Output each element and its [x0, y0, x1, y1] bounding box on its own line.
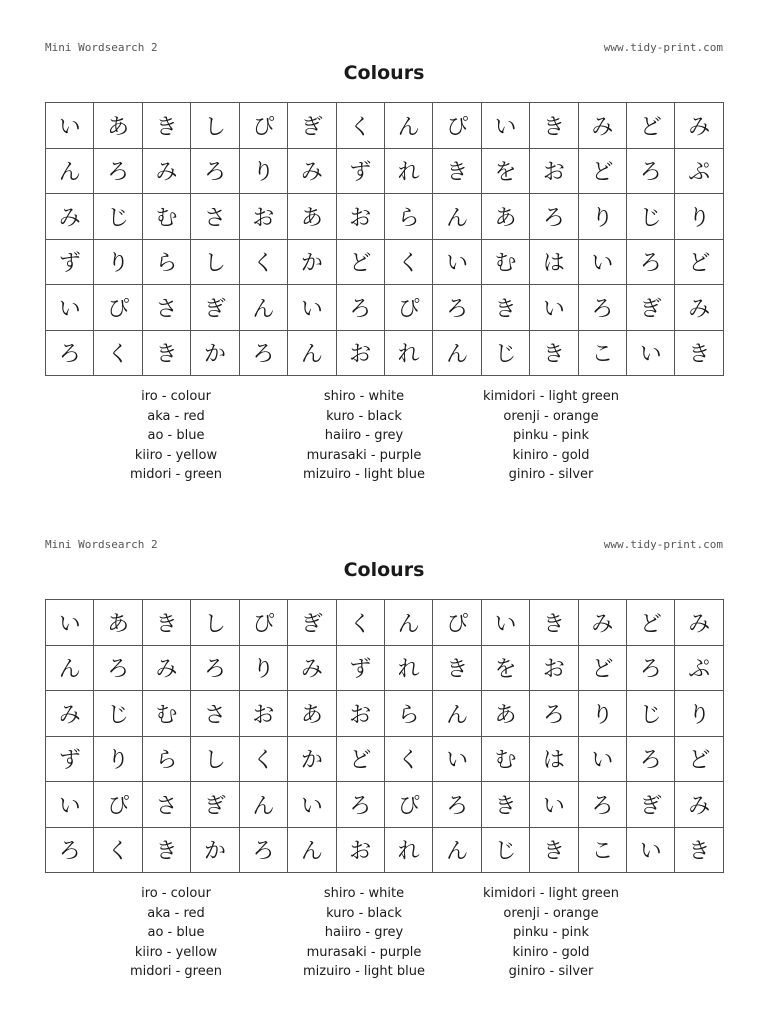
grid-cell: ぎ	[288, 103, 336, 149]
grid-cell: ど	[627, 600, 675, 646]
website-url: www.tidy-print.com	[603, 41, 723, 54]
grid-cell: ぴ	[94, 782, 142, 828]
grid-cell: み	[578, 600, 626, 646]
grid-cell: れ	[384, 148, 432, 194]
word-entry: iro - colour	[141, 886, 211, 901]
word-entry: pinku - pink	[512, 428, 590, 443]
grid-cell: こ	[578, 827, 626, 873]
grid-cell: ろ	[94, 148, 142, 194]
grid-cell: ろ	[433, 285, 481, 331]
grid-cell: ら	[384, 691, 432, 737]
grid-row	[46, 736, 724, 782]
word-list-column	[441, 884, 661, 982]
grid-cell: い	[530, 782, 578, 828]
grid-cell: ど	[336, 736, 384, 782]
grid-cell: お	[530, 148, 578, 194]
grid-cell: ん	[288, 827, 336, 873]
grid-cell: ぴ	[239, 103, 287, 149]
grid-cell: あ	[481, 691, 529, 737]
grid-cell: ぴ	[384, 782, 432, 828]
grid-cell: き	[481, 782, 529, 828]
grid-cell: ろ	[530, 691, 578, 737]
grid-cell: お	[336, 194, 384, 240]
grid-cell: く	[239, 239, 287, 285]
grid-cell: い	[578, 239, 626, 285]
grid-cell: ず	[336, 148, 384, 194]
grid-cell: く	[336, 600, 384, 646]
grid-cell: い	[288, 782, 336, 828]
grid-cell: ろ	[627, 645, 675, 691]
grid-cell: ぎ	[191, 782, 239, 828]
grid-cell: ら	[384, 194, 432, 240]
grid-cell: ど	[336, 239, 384, 285]
grid-row	[46, 782, 724, 828]
grid-cell: じ	[94, 691, 142, 737]
grid-cell: ら	[142, 736, 190, 782]
word-list	[0, 387, 768, 487]
word-entry: kiiro - yellow	[134, 447, 218, 463]
grid-cell: み	[675, 782, 724, 828]
word-entry: kiniro - gold	[512, 944, 590, 960]
word-list-column	[66, 387, 286, 485]
grid-cell: み	[142, 148, 190, 194]
grid-cell: ろ	[46, 827, 94, 873]
word-entry: midori - green	[130, 964, 222, 979]
grid-cell: む	[142, 691, 190, 737]
grid-cell: き	[675, 827, 724, 873]
grid-cell: い	[288, 285, 336, 331]
word-entry: kiniro - gold	[512, 447, 590, 463]
word-entry: murasaki - purple	[306, 944, 422, 960]
grid-cell: ろ	[239, 827, 287, 873]
grid-cell: ん	[46, 645, 94, 691]
word-entry: orenji - orange	[503, 408, 599, 424]
wordsearch-grid	[45, 102, 724, 376]
grid-cell: り	[578, 691, 626, 737]
grid-cell: ぷ	[675, 148, 724, 194]
grid-cell: ぎ	[288, 600, 336, 646]
grid-row	[46, 239, 724, 285]
grid-cell: り	[94, 736, 142, 782]
worksheet-top	[0, 0, 768, 500]
grid-cell: い	[627, 827, 675, 873]
grid-row	[46, 330, 724, 376]
grid-cell: き	[142, 827, 190, 873]
grid-cell: ろ	[578, 782, 626, 828]
grid-cell: を	[481, 148, 529, 194]
grid-cell: ず	[46, 736, 94, 782]
grid-cell: ろ	[627, 239, 675, 285]
grid-cell: み	[142, 645, 190, 691]
grid-cell: あ	[94, 600, 142, 646]
grid-cell: ろ	[627, 148, 675, 194]
grid-cell: ん	[46, 148, 94, 194]
grid-cell: き	[675, 330, 724, 376]
grid-cell: あ	[94, 103, 142, 149]
grid-cell: り	[239, 645, 287, 691]
grid-cell: ぎ	[627, 285, 675, 331]
grid-cell: い	[433, 239, 481, 285]
website-url: www.tidy-print.com	[603, 538, 723, 551]
grid-cell: き	[530, 103, 578, 149]
grid-cell: か	[288, 239, 336, 285]
grid-cell: ろ	[191, 148, 239, 194]
grid-cell: み	[288, 645, 336, 691]
grid-cell: り	[239, 148, 287, 194]
word-entry: shiro - white	[323, 389, 405, 404]
grid-cell: ろ	[46, 330, 94, 376]
grid-cell: お	[530, 645, 578, 691]
grid-cell: り	[675, 691, 724, 737]
grid-cell: ぷ	[675, 645, 724, 691]
word-entry: kimidori - light green	[482, 886, 620, 901]
grid-cell: み	[578, 103, 626, 149]
grid-cell: じ	[481, 827, 529, 873]
grid-row	[46, 194, 724, 240]
grid-cell: か	[191, 827, 239, 873]
word-entry: kimidori - light green	[482, 389, 620, 404]
grid-cell: む	[481, 239, 529, 285]
grid-cell: れ	[384, 827, 432, 873]
grid-cell: ろ	[94, 645, 142, 691]
grid-cell: ぴ	[433, 600, 481, 646]
word-entry: haiiro - grey	[324, 428, 404, 443]
grid-cell: い	[46, 782, 94, 828]
grid-cell: い	[46, 600, 94, 646]
grid-cell: さ	[142, 782, 190, 828]
grid-cell: む	[142, 194, 190, 240]
grid-row	[46, 103, 724, 149]
grid-cell: き	[142, 330, 190, 376]
word-entry: iro - colour	[141, 389, 211, 404]
grid-cell: み	[675, 285, 724, 331]
grid-row	[46, 691, 724, 737]
grid-cell: あ	[288, 691, 336, 737]
word-entry: shiro - white	[323, 886, 405, 901]
grid-cell: く	[239, 736, 287, 782]
word-entry: ao - blue	[147, 925, 205, 940]
grid-cell: い	[627, 330, 675, 376]
word-entry: pinku - pink	[512, 925, 590, 940]
grid-cell: ど	[627, 103, 675, 149]
grid-cell: み	[675, 600, 724, 646]
grid-cell: ず	[46, 239, 94, 285]
grid-cell: き	[530, 330, 578, 376]
grid-cell: ん	[433, 330, 481, 376]
grid-cell: き	[433, 645, 481, 691]
grid-cell: ろ	[627, 736, 675, 782]
grid-row	[46, 645, 724, 691]
grid-cell: お	[239, 194, 287, 240]
grid-cell: み	[46, 194, 94, 240]
grid-cell: お	[239, 691, 287, 737]
grid-cell: き	[142, 103, 190, 149]
grid-row	[46, 600, 724, 646]
word-entry: haiiro - grey	[324, 925, 404, 940]
grid-cell: り	[675, 194, 724, 240]
grid-cell: く	[336, 103, 384, 149]
grid-cell: い	[46, 103, 94, 149]
grid-cell: お	[336, 330, 384, 376]
grid-cell: き	[481, 285, 529, 331]
word-entry: kuro - black	[326, 905, 402, 921]
grid-cell: ぴ	[239, 600, 287, 646]
grid-cell: み	[46, 691, 94, 737]
grid-cell: じ	[627, 194, 675, 240]
grid-cell: じ	[627, 691, 675, 737]
grid-cell: き	[433, 148, 481, 194]
word-entry: aka - red	[147, 408, 205, 424]
grid-cell: り	[578, 194, 626, 240]
grid-cell: い	[433, 736, 481, 782]
word-entry: giniro - silver	[508, 467, 594, 482]
grid-cell: ど	[578, 645, 626, 691]
word-entry: midori - green	[130, 467, 222, 482]
grid-row	[46, 827, 724, 873]
grid-cell: ぴ	[384, 285, 432, 331]
worksheet-name: Mini Wordsearch 2	[45, 538, 158, 551]
word-entry: orenji - orange	[503, 905, 599, 921]
grid-cell: は	[530, 239, 578, 285]
grid-cell: く	[94, 330, 142, 376]
grid-cell: ん	[239, 782, 287, 828]
grid-cell: こ	[578, 330, 626, 376]
grid-cell: ろ	[336, 782, 384, 828]
grid-cell: ろ	[239, 330, 287, 376]
grid-cell: み	[675, 103, 724, 149]
grid-cell: ど	[578, 148, 626, 194]
grid-cell: ら	[142, 239, 190, 285]
grid-cell: ろ	[530, 194, 578, 240]
grid-cell: い	[481, 103, 529, 149]
grid-cell: ろ	[433, 782, 481, 828]
grid-cell: さ	[142, 285, 190, 331]
grid-cell: ど	[675, 736, 724, 782]
grid-cell: い	[46, 285, 94, 331]
word-entry: mizuiro - light blue	[303, 964, 425, 979]
grid-cell: い	[578, 736, 626, 782]
wordsearch-grid	[45, 599, 724, 873]
grid-cell: さ	[191, 194, 239, 240]
word-entry: mizuiro - light blue	[303, 467, 425, 482]
grid-cell: き	[530, 600, 578, 646]
grid-cell: い	[530, 285, 578, 331]
grid-cell: き	[142, 600, 190, 646]
grid-cell: ん	[384, 103, 432, 149]
grid-cell: あ	[288, 194, 336, 240]
grid-cell: ぎ	[627, 782, 675, 828]
grid-cell: し	[191, 736, 239, 782]
grid-cell: ん	[433, 827, 481, 873]
grid-row	[46, 285, 724, 331]
word-list	[0, 884, 768, 984]
grid-cell: ろ	[578, 285, 626, 331]
grid-cell: じ	[94, 194, 142, 240]
word-entry: murasaki - purple	[306, 447, 422, 463]
grid-cell: き	[530, 827, 578, 873]
grid-cell: れ	[384, 645, 432, 691]
grid-cell: し	[191, 600, 239, 646]
page-title: Colours	[343, 559, 425, 581]
grid-cell: ぴ	[94, 285, 142, 331]
grid-cell: い	[481, 600, 529, 646]
word-entry: aka - red	[147, 905, 205, 921]
grid-cell: じ	[481, 330, 529, 376]
page-title: Colours	[343, 62, 425, 84]
grid-cell: ん	[239, 285, 287, 331]
grid-row	[46, 148, 724, 194]
word-entry: ao - blue	[147, 428, 205, 443]
grid-cell: さ	[191, 691, 239, 737]
word-list-column	[66, 884, 286, 982]
grid-cell: ず	[336, 645, 384, 691]
grid-cell: ろ	[336, 285, 384, 331]
grid-cell: お	[336, 691, 384, 737]
grid-cell: か	[191, 330, 239, 376]
grid-cell: ぎ	[191, 285, 239, 331]
grid-cell: を	[481, 645, 529, 691]
grid-cell: ぴ	[433, 103, 481, 149]
grid-cell: ん	[288, 330, 336, 376]
grid-cell: む	[481, 736, 529, 782]
word-entry: kiiro - yellow	[134, 944, 218, 960]
grid-cell: お	[336, 827, 384, 873]
grid-cell: ど	[675, 239, 724, 285]
grid-cell: し	[191, 103, 239, 149]
grid-cell: は	[530, 736, 578, 782]
grid-cell: ん	[433, 691, 481, 737]
grid-cell: あ	[481, 194, 529, 240]
grid-cell: し	[191, 239, 239, 285]
word-list-column	[441, 387, 661, 485]
grid-cell: み	[288, 148, 336, 194]
grid-cell: か	[288, 736, 336, 782]
grid-cell: ろ	[191, 645, 239, 691]
word-entry: giniro - silver	[508, 964, 594, 979]
grid-cell: れ	[384, 330, 432, 376]
word-entry: kuro - black	[326, 408, 402, 424]
grid-cell: り	[94, 239, 142, 285]
grid-cell: く	[384, 736, 432, 782]
grid-cell: ん	[433, 194, 481, 240]
grid-cell: ん	[384, 600, 432, 646]
worksheet-bottom	[0, 497, 768, 997]
worksheet-name: Mini Wordsearch 2	[45, 41, 158, 54]
grid-cell: く	[94, 827, 142, 873]
grid-cell: く	[384, 239, 432, 285]
